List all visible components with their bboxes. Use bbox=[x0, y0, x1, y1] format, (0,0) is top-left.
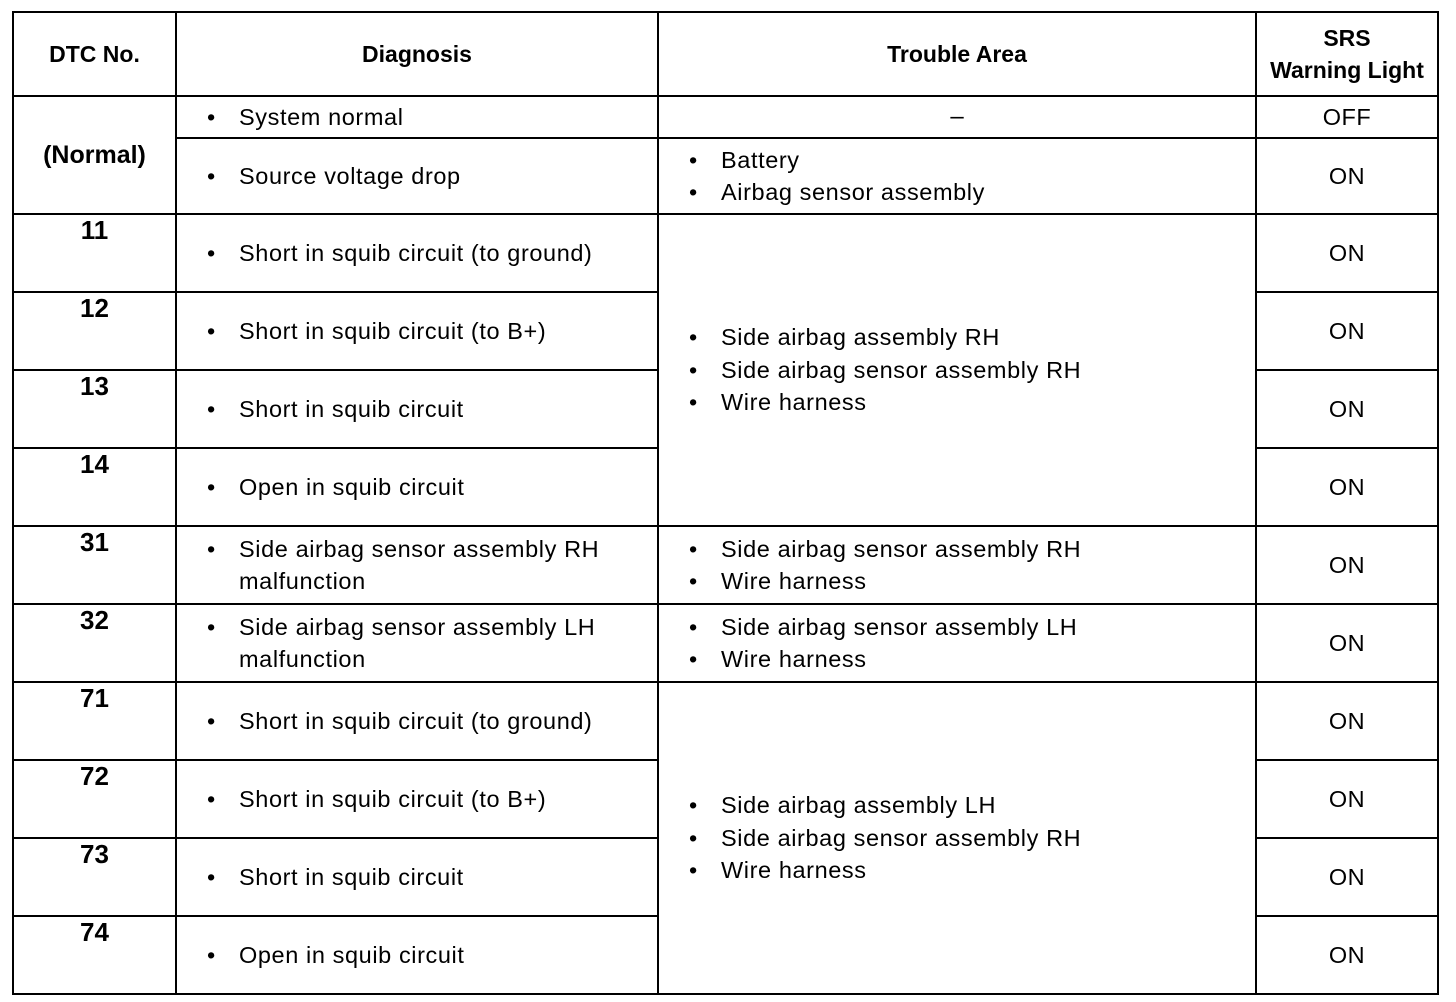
trouble-area-item: • Side airbag assembly RH bbox=[689, 321, 1255, 353]
table-row-31 bbox=[13, 526, 1438, 604]
diagnosis-cell bbox=[176, 214, 658, 292]
diagnosis-cell bbox=[176, 604, 658, 682]
diagnosis-text: • Short in squib circuit (to B+) bbox=[207, 783, 657, 815]
trouble-area-cell: – bbox=[658, 96, 1256, 138]
trouble-area-cell bbox=[658, 138, 1256, 214]
dtc-code: 73 bbox=[13, 838, 176, 916]
diagnosis-text: • Source voltage drop bbox=[207, 160, 657, 192]
diagnosis-line1: Side airbag sensor assembly LH bbox=[239, 613, 596, 640]
warning-light-cell: ON bbox=[1256, 138, 1438, 214]
table-row-normal-voltage bbox=[13, 138, 1438, 214]
diagnosis-text: • Short in squib circuit bbox=[207, 861, 657, 893]
warning-light-cell: ON bbox=[1256, 526, 1438, 604]
header-trouble-area: Trouble Area bbox=[658, 12, 1256, 96]
dtc-code: 32 bbox=[13, 604, 176, 682]
header-dtc-no: DTC No. bbox=[13, 12, 176, 96]
diagnosis-text: • Short in squib circuit (to ground) bbox=[207, 705, 657, 737]
diagnosis-cell bbox=[176, 682, 658, 760]
diagnosis-cell bbox=[176, 760, 658, 838]
dtc-code: 31 bbox=[13, 526, 176, 604]
header-srs-line1: SRS bbox=[1323, 24, 1371, 51]
dtc-code: 71 bbox=[13, 682, 176, 760]
dtc-code: 11 bbox=[13, 214, 176, 292]
table-row-normal-system bbox=[13, 96, 1438, 138]
diagnosis-line1: Side airbag sensor assembly RH bbox=[239, 535, 600, 562]
header-row bbox=[13, 12, 1438, 96]
dtc-code: 12 bbox=[13, 292, 176, 370]
diagnosis-text bbox=[207, 533, 657, 598]
trouble-area-item: • Side airbag sensor assembly LH bbox=[689, 611, 1255, 643]
diagnosis-cell bbox=[176, 370, 658, 448]
trouble-area-cell bbox=[658, 604, 1256, 682]
dtc-code: 72 bbox=[13, 760, 176, 838]
warning-light-cell: ON bbox=[1256, 760, 1438, 838]
warning-light-cell: ON bbox=[1256, 448, 1438, 526]
warning-light-cell: ON bbox=[1256, 604, 1438, 682]
diagnosis-text bbox=[207, 611, 657, 676]
diagnosis-text: • Open in squib circuit bbox=[207, 939, 657, 971]
trouble-area-item: • Side airbag sensor assembly RH bbox=[689, 822, 1255, 854]
trouble-area-cell bbox=[658, 526, 1256, 604]
warning-light-cell: ON bbox=[1256, 214, 1438, 292]
diagnosis-line2: malfunction bbox=[239, 646, 366, 672]
trouble-area-item: • Battery bbox=[689, 144, 1255, 176]
trouble-area-item: • Side airbag sensor assembly RH bbox=[689, 533, 1255, 565]
trouble-area-item: • Wire harness bbox=[689, 386, 1255, 418]
table-row-32 bbox=[13, 604, 1438, 682]
diagnosis-cell bbox=[176, 916, 658, 994]
diagnosis-text: • Open in squib circuit bbox=[207, 471, 657, 503]
diagnosis-cell bbox=[176, 526, 658, 604]
diagnosis-line2: malfunction bbox=[239, 568, 366, 594]
header-srs-warning-light bbox=[1256, 12, 1438, 96]
dtc-code: 13 bbox=[13, 370, 176, 448]
warning-light-cell: ON bbox=[1256, 370, 1438, 448]
warning-light-cell: ON bbox=[1256, 838, 1438, 916]
header-srs-line2: Warning Light bbox=[1270, 57, 1424, 83]
trouble-area-cell-lh-group bbox=[658, 682, 1256, 994]
diagnosis-cell bbox=[176, 838, 658, 916]
dtc-code-normal: (Normal) bbox=[13, 96, 176, 214]
warning-light-cell: ON bbox=[1256, 682, 1438, 760]
diagnosis-cell bbox=[176, 292, 658, 370]
diagnosis-text: • Short in squib circuit bbox=[207, 393, 657, 425]
diagnosis-cell bbox=[176, 448, 658, 526]
trouble-area-item: • Wire harness bbox=[689, 565, 1255, 597]
warning-light-cell: OFF bbox=[1256, 96, 1438, 138]
diagnosis-text: • System normal bbox=[207, 101, 657, 133]
warning-light-cell: ON bbox=[1256, 916, 1438, 994]
table-row-11 bbox=[13, 214, 1438, 292]
trouble-area-item: • Wire harness bbox=[689, 854, 1255, 886]
table-row-71 bbox=[13, 682, 1438, 760]
trouble-area-item: • Side airbag sensor assembly RH bbox=[689, 354, 1255, 386]
dtc-table bbox=[12, 11, 1439, 995]
dtc-code: 74 bbox=[13, 916, 176, 994]
trouble-area-item: • Airbag sensor assembly bbox=[689, 176, 1255, 208]
header-diagnosis: Diagnosis bbox=[176, 12, 658, 96]
diagnosis-cell bbox=[176, 138, 658, 214]
trouble-area-cell-rh-group bbox=[658, 214, 1256, 526]
dtc-code: 14 bbox=[13, 448, 176, 526]
diagnosis-text: • Short in squib circuit (to ground) bbox=[207, 237, 657, 269]
diagnosis-text: • Short in squib circuit (to B+) bbox=[207, 315, 657, 347]
warning-light-cell: ON bbox=[1256, 292, 1438, 370]
trouble-area-item: • Wire harness bbox=[689, 643, 1255, 675]
diagnosis-cell bbox=[176, 96, 658, 138]
trouble-area-item: • Side airbag assembly LH bbox=[689, 789, 1255, 821]
